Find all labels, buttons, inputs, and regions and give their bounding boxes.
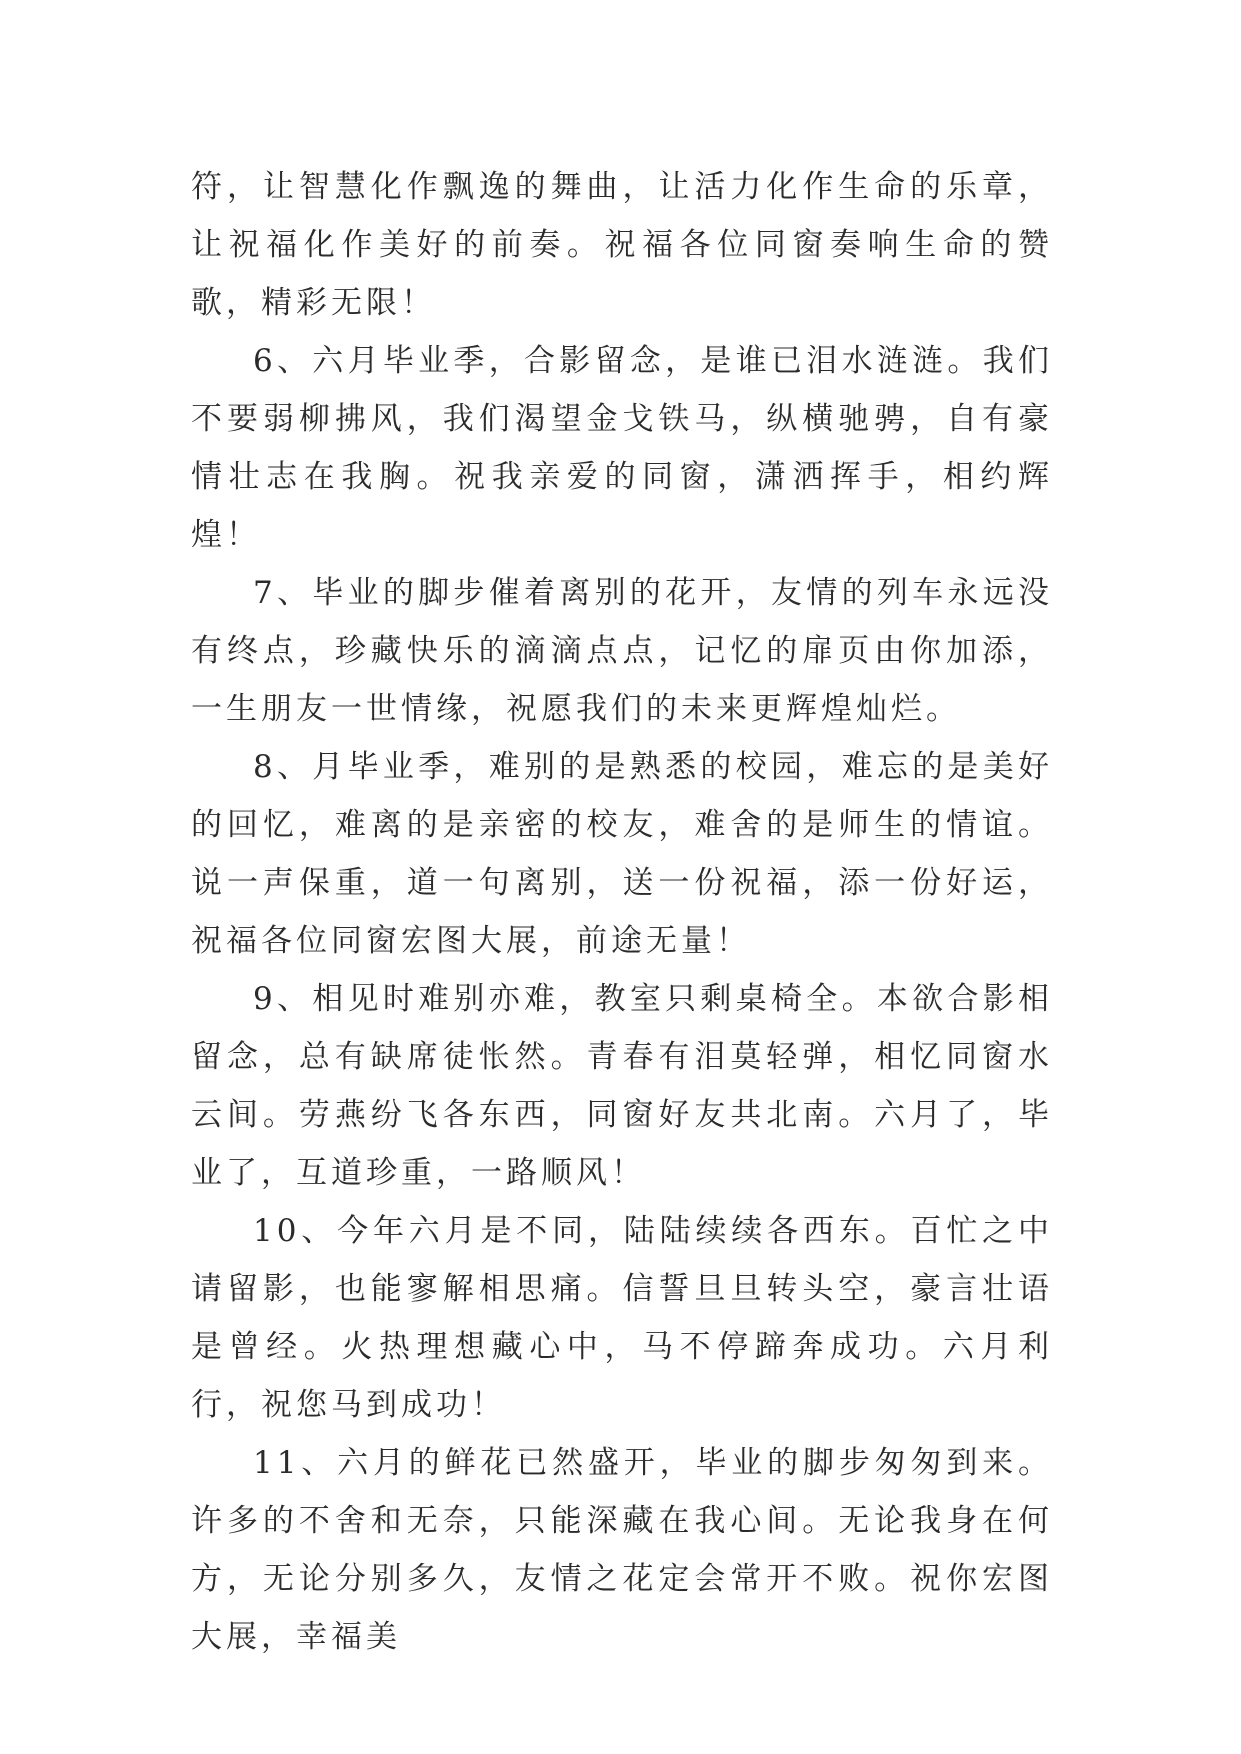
paragraph-item-8: 8、月毕业季，难别的是熟悉的校园，难忘的是美好的回忆，难离的是亲密的校友，难舍的是师生的情谊。说一声保重，道一句离别，送一份祝福，添一份好运，祝福各位同窗宏图大展，前途无量！ <box>191 749 1053 959</box>
paragraph-item-7: 7、毕业的脚步催着离别的花开，友情的列车永远没有终点，珍藏快乐的滴滴点点，记忆的扉页由你加添，一生朋友一世情缘，祝愿我们的未来更辉煌灿烂。 <box>191 575 1053 727</box>
paragraph-continuation: 符，让智慧化作飘逸的舞曲，让活力化作生命的乐章，让祝福化作美好的前奏。祝福各位同窗奏响生命的赞歌，精彩无限！ <box>191 169 1053 321</box>
document-body <box>191 158 1053 1666</box>
paragraph-item-11: 11、六月的鲜花已然盛开，毕业的脚步匆匆到来。许多的不舍和无奈，只能深藏在我心间。无论我身在何方，无论分别多久，友情之花定会常开不败。祝你宏图大展，幸福美 <box>191 1445 1053 1655</box>
paragraph-item-9: 9、相见时难别亦难，教室只剩桌椅全。本欲合影相留念，总有缺席徒怅然。青春有泪莫轻弹，相忆同窗水云间。劳燕纷飞各东西，同窗好友共北南。六月了，毕业了，互道珍重，一路顺风！ <box>191 981 1053 1191</box>
paragraph-item-10: 10、今年六月是不同，陆陆续续各西东。百忙之中请留影，也能寥解相思痛。信誓旦旦转头空，豪言壮语是曾经。火热理想藏心中，马不停蹄奔成功。六月利行，祝您马到成功！ <box>191 1213 1053 1423</box>
paragraph-item-6: 6、六月毕业季，合影留念，是谁已泪水涟涟。我们不要弱柳拂风，我们渴望金戈铁马，纵横驰骋，自有豪情壮志在我胸。祝我亲爱的同窗，潇洒挥手，相约辉煌！ <box>191 343 1053 553</box>
